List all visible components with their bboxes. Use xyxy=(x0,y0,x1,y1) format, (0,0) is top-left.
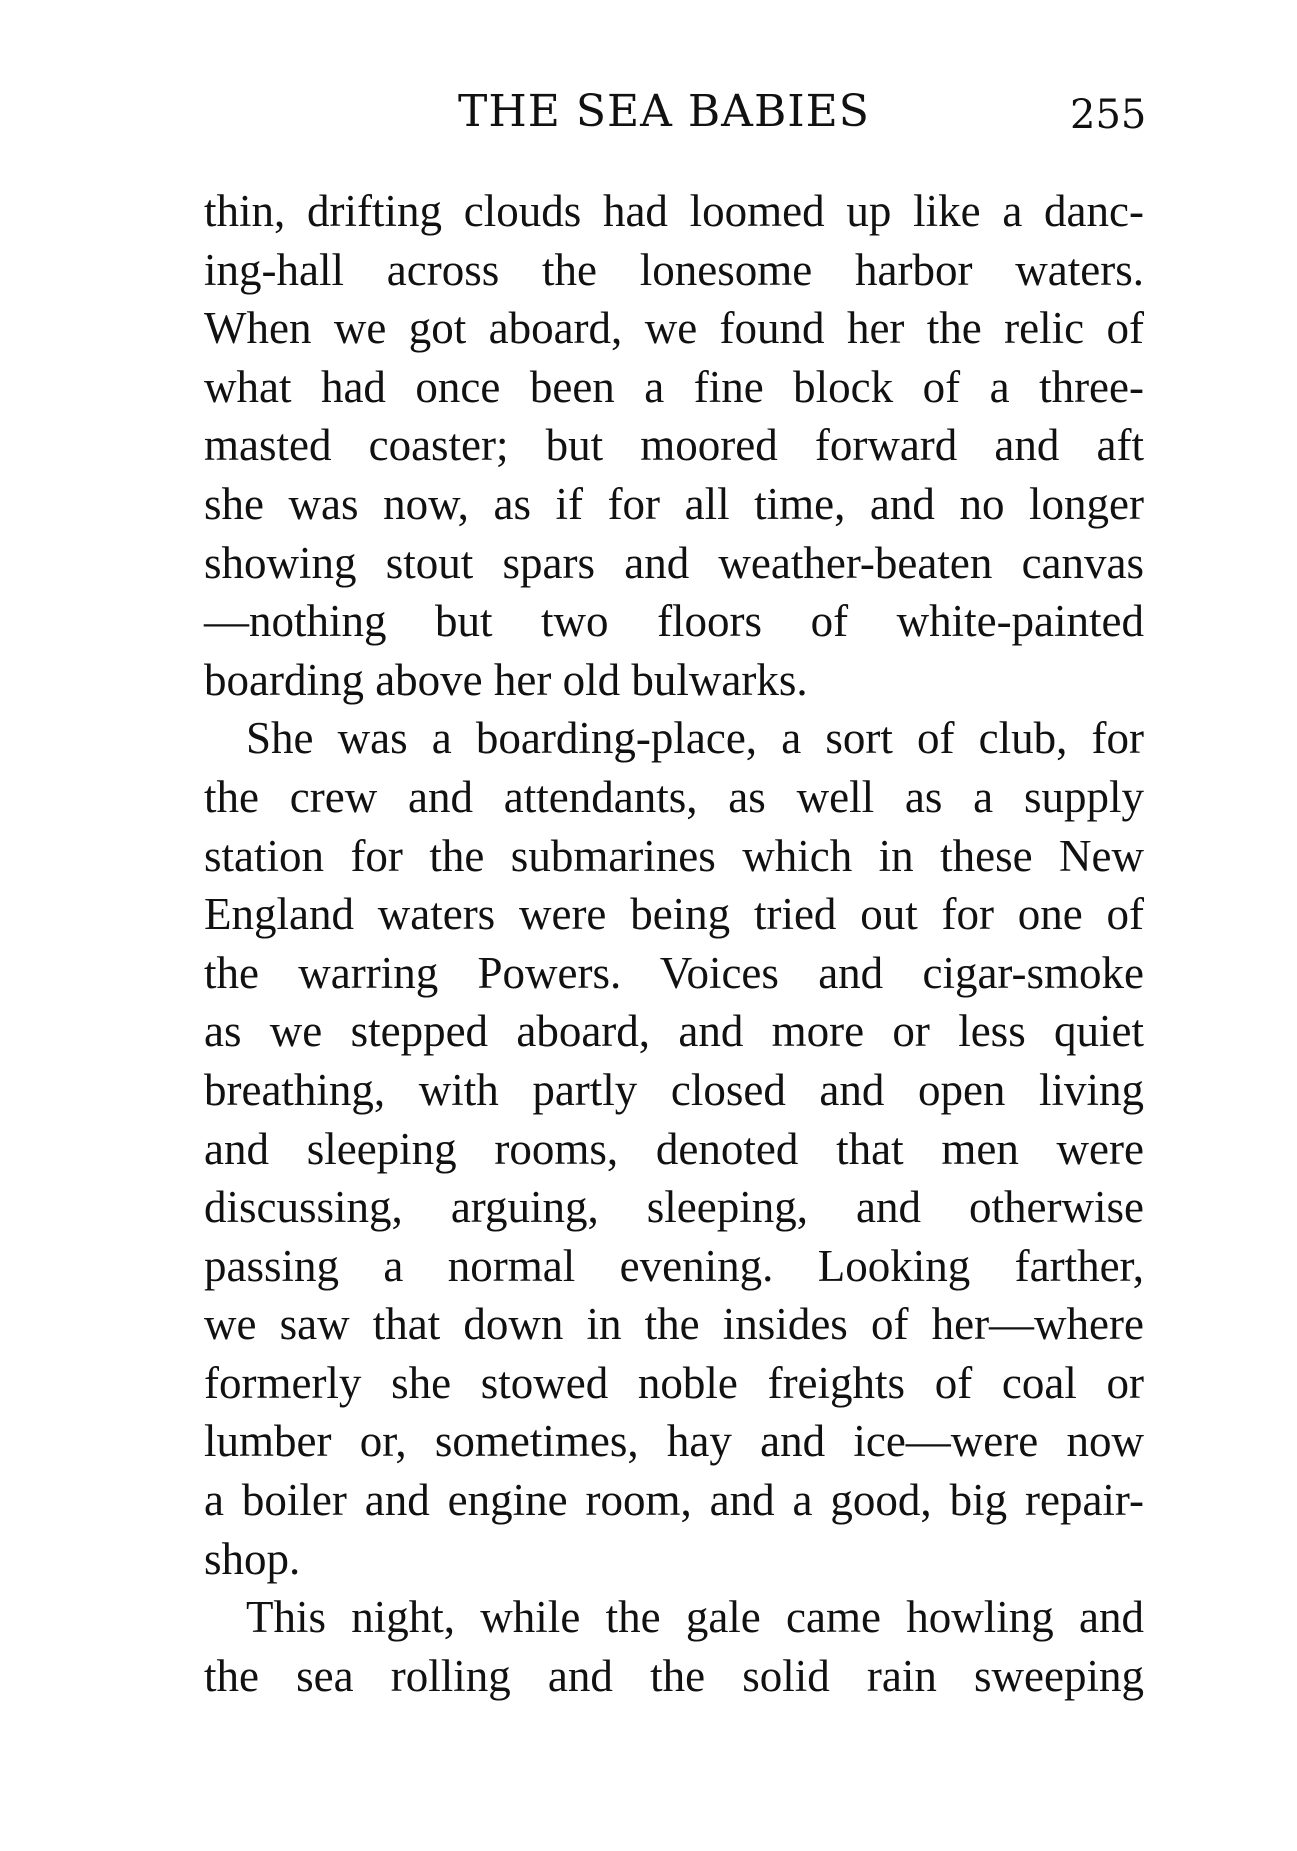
text-line: as we stepped aboard, and more or less quiet xyxy=(204,1006,1144,1057)
text-line: ing-hall across the lonesome harbor waters. xyxy=(204,244,1144,295)
text-line: and sleeping rooms, denoted that men were xyxy=(204,1123,1144,1174)
text-line: a boiler and engine room, and a good, big repair- xyxy=(204,1475,1144,1526)
text-line: When we got aboard, we found her the relic of xyxy=(204,303,1144,354)
paragraph-start-line: She was a boarding-place, a sort of club, for xyxy=(246,713,1144,764)
text-line: masted coaster; but moored forward and aft xyxy=(204,420,1144,471)
text-line: shop. xyxy=(204,1533,301,1584)
text-line: we saw that down in the insides of her—where xyxy=(204,1299,1144,1350)
page-number: 255 xyxy=(1070,92,1147,138)
running-title: THE SEA BABIES xyxy=(458,86,870,137)
text-line: what had once been a fine block of a three- xyxy=(204,361,1144,412)
text-line: formerly she stowed noble freights of coal or xyxy=(204,1357,1144,1408)
text-line: the warring Powers. Voices and cigar-smoke xyxy=(204,947,1144,998)
text-line: breathing, with partly closed and open living xyxy=(204,1064,1144,1115)
text-line: the sea rolling and the solid rain sweeping xyxy=(204,1650,1144,1701)
text-line: the crew and attendants, as well as a supply xyxy=(204,771,1144,822)
text-line: lumber or, sometimes, hay and ice—were now xyxy=(204,1416,1144,1467)
text-line: she was now, as if for all time, and no longer xyxy=(204,478,1144,529)
text-line: —nothing but two floors of white-painted xyxy=(204,596,1144,647)
text-line: England waters were being tried out for one of xyxy=(204,889,1144,940)
text-line: discussing, arguing, sleeping, and otherwise xyxy=(204,1182,1144,1233)
text-line: passing a normal evening. Looking farther, xyxy=(204,1240,1144,1291)
text-line: thin, drifting clouds had loomed up like a danc- xyxy=(204,186,1144,236)
text-line: station for the submarines which in these New xyxy=(204,830,1144,881)
body-text xyxy=(204,182,1144,1705)
text-line: boarding above her old bulwarks. xyxy=(204,654,808,705)
text-line: showing stout spars and weather-beaten canvas xyxy=(204,537,1144,588)
paragraph-start-line: This night, while the gale came howling and xyxy=(246,1592,1144,1643)
